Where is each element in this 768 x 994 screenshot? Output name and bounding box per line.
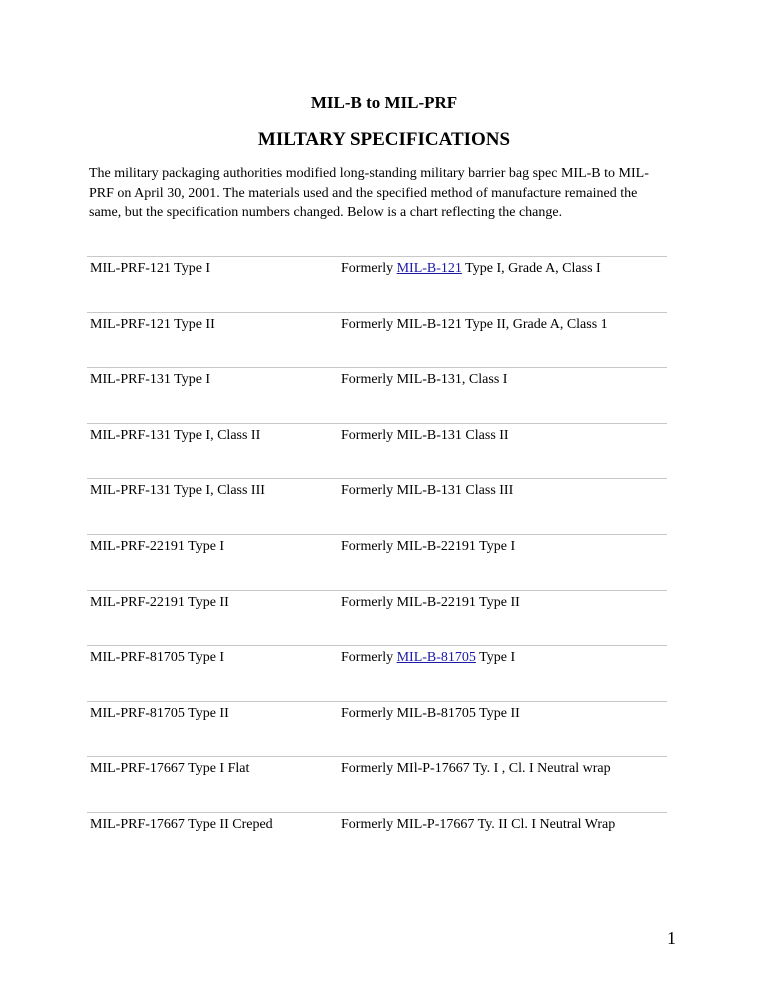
new-spec-cell: MIL-PRF-22191 Type I — [90, 538, 225, 554]
former-spec-text: Formerly MIL-B-131, Class I — [341, 372, 508, 388]
table-row — [87, 534, 667, 590]
former-spec-text: Formerly — [341, 650, 397, 666]
table-row — [87, 478, 667, 534]
former-spec-text: Formerly MIL-B-131 Class III — [341, 483, 514, 499]
former-spec-text: Formerly MIL-B-131 Class II — [341, 427, 509, 443]
new-spec-cell: MIL-PRF-81705 Type I — [90, 650, 225, 666]
table-row — [87, 590, 667, 646]
former-spec-cell — [341, 372, 507, 388]
former-spec-cell — [341, 761, 611, 777]
spec-link[interactable]: MIL-B-81705 — [396, 650, 476, 666]
former-spec-cell — [341, 817, 615, 833]
former-spec-cell — [341, 483, 513, 499]
spec-link[interactable]: MIL-B-121 — [396, 261, 462, 276]
table-row — [87, 312, 667, 368]
former-spec-cell — [341, 650, 515, 666]
page-number: 1 — [667, 928, 676, 948]
former-spec-text: Formerly MIl-P-17667 Ty. I , Cl. I Neutral wrap — [341, 761, 611, 777]
former-spec-suffix: Type I — [475, 650, 516, 666]
new-spec-cell: MIL-PRF-17667 Type II Creped — [90, 816, 273, 832]
new-spec-cell: MIL-PRF-121 Type II — [90, 316, 215, 332]
intro-paragraph: The military packaging authorities modified long-standing military barrier bag spec MIL-B to MIL-PRF on April 30, 2001. The materials used and the specified method of manufacture remained the same, but the specification numbers changed. Below is a chart reflecting the change. — [89, 166, 649, 220]
former-spec-text: Formerly MIL-B-81705 Type II — [341, 705, 520, 721]
table-row — [87, 256, 667, 312]
new-spec-cell: MIL-PRF-17667 Type I Flat — [90, 761, 250, 777]
former-spec-text: Formerly MIL-P-17667 Ty. II Cl. I Neutral Wrap — [341, 816, 616, 832]
former-spec-cell — [341, 539, 515, 555]
table-row — [87, 701, 667, 757]
former-spec-text: Formerly MIL-B-121 Type II, Grade A, Class 1 — [341, 316, 608, 332]
spec-table — [87, 256, 667, 868]
table-row — [87, 367, 667, 423]
document-title: MIL-B to MIL-PRF — [310, 93, 458, 112]
new-spec-cell: MIL-PRF-131 Type I, Class II — [90, 427, 261, 443]
former-spec-cell — [341, 428, 509, 444]
new-spec-cell: MIL-PRF-22191 Type II — [90, 594, 229, 610]
former-spec-text: Formerly MIL-B-22191 Type I — [341, 538, 516, 554]
document-subtitle: MILTARY SPECIFICATIONS — [257, 129, 511, 150]
table-row — [87, 423, 667, 479]
new-spec-cell: MIL-PRF-131 Type I, Class III — [90, 483, 265, 499]
former-spec-text: Formerly — [341, 261, 397, 276]
former-spec-text: Formerly MIL-B-22191 Type II — [341, 594, 520, 610]
former-spec-cell — [341, 261, 601, 277]
new-spec-cell: MIL-PRF-131 Type I — [90, 372, 211, 388]
table-row — [87, 756, 667, 812]
new-spec-cell: MIL-PRF-81705 Type II — [90, 705, 229, 721]
table-row — [87, 645, 667, 701]
former-spec-cell — [341, 706, 520, 722]
former-spec-cell — [341, 317, 608, 333]
former-spec-suffix: Type I, Grade A, Class I — [461, 261, 601, 276]
former-spec-cell — [341, 595, 520, 611]
new-spec-cell: MIL-PRF-121 Type I — [90, 261, 211, 276]
table-row — [87, 812, 667, 868]
